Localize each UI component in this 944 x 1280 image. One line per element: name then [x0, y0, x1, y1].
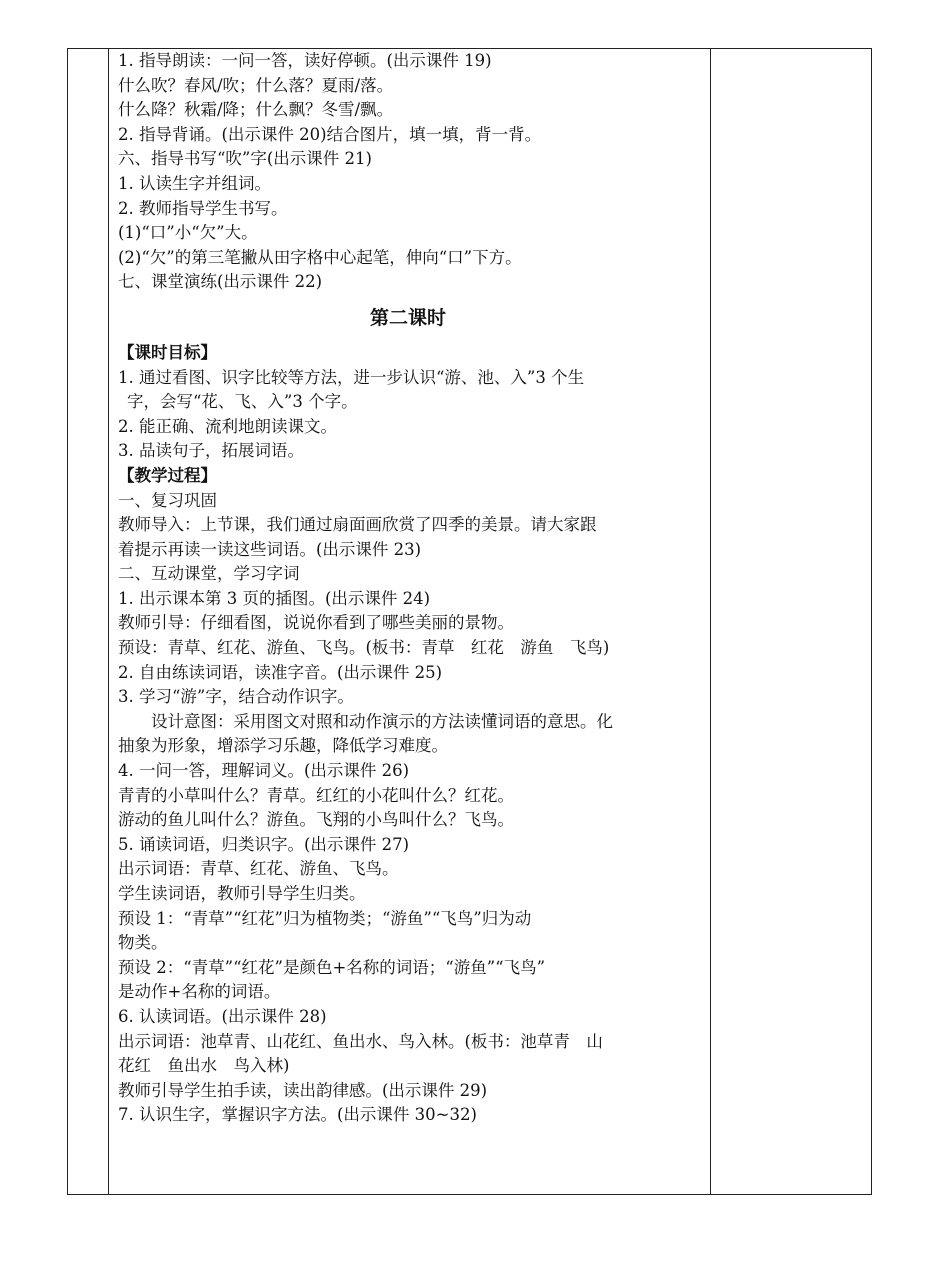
text-line: 预设：青草、红花、游鱼、飞鸟。(板书：青草 红花 游鱼 飞鸟) [118, 638, 610, 658]
text-line: 5. 诵读词语，归类识字。(出示课件 27) [118, 834, 410, 854]
text-line: (2)“欠”的第三笔撇从田字格中心起笔，伸向“口”下方。 [118, 247, 522, 267]
text-line-indented: 设计意图：采用图文对照和动作演示的方法读懂词语的意思。化 [151, 711, 613, 731]
lesson-content-cell [118, 49, 708, 1128]
text-line: 1. 指导朗读：一问一答，读好停顿。(出示课件 19) [118, 51, 492, 70]
text-line: (1)“口”小“欠”大。 [118, 223, 258, 243]
text-line: 教师引导：仔细看图，说说你看到了哪些美丽的景物。 [118, 613, 514, 633]
text-line: 1. 出示课本第 3 页的插图。(出示课件 24) [118, 588, 431, 608]
text-line: 青青的小草叫什么？青草。红红的小花叫什么？红花。 [118, 785, 514, 805]
text-line: 什么降？秋霜/降；什么飘？冬雪/飘。 [118, 100, 394, 120]
text-line: 游动的鱼儿叫什么？游鱼。飞翔的小鸟叫什么？飞鸟。 [118, 810, 514, 830]
text-line: 出示词语：池草青、山花红、鱼出水、鸟入林。(板书：池草青 山 [118, 1031, 603, 1051]
text-line: 预设 2：“青草”“红花”是颜色+名称的词语；“游鱼”“飞鸟” [118, 957, 546, 977]
text-line: 教师引导学生拍手读，读出韵律感。(出示课件 29) [118, 1080, 488, 1100]
table-column-divider-left [108, 49, 109, 1194]
section-label: 【教学过程】 [118, 465, 217, 485]
text-line: 抽象为形象，增添学习乐趣，降低学习难度。 [118, 736, 448, 756]
text-line: 2. 指导背诵。(出示课件 20)结合图片，填一填，背一背。 [118, 124, 542, 144]
text-line: 六、指导书写“吹”字(出示课件 21) [118, 149, 372, 169]
text-line: 2. 教师指导学生书写。 [118, 198, 288, 218]
table-column-divider-right [710, 49, 711, 1194]
text-line: 1. 通过看图、识字比较等方法，进一步认识“游、池、入”3 个生 [118, 367, 585, 387]
text-line: 1. 认读生字并组词。 [118, 173, 271, 193]
text-line: 预设 1：“青草”“红花”归为植物类；“游鱼”“飞鸟”归为动 [118, 908, 532, 928]
text-line: 出示词语：青草、红花、游鱼、飞鸟。 [118, 859, 399, 879]
text-line: 着提示再读一读这些词语。(出示课件 23) [118, 539, 422, 559]
text-line: 花红 鱼出水 鸟入林) [118, 1056, 290, 1076]
text-line: 3. 学习“游”字，结合动作识字。 [118, 687, 354, 707]
lesson-plan-table [67, 48, 872, 1195]
text-line: 2. 自由练读词语，读准字音。(出示课件 25) [118, 662, 443, 682]
text-line: 什么吹？春风/吹；什么落？夏雨/落。 [118, 75, 394, 95]
section-label: 【课时目标】 [118, 342, 217, 362]
text-line: 教师导入：上节课，我们通过扇面画欣赏了四季的美景。请大家跟 [118, 515, 597, 535]
text-line: 7. 认识生字，掌握识字方法。(出示课件 30~32) [118, 1105, 477, 1125]
text-line: 二、互动课堂，学习字词 [118, 564, 300, 584]
text-line: 3. 品读句子，拓展词语。 [118, 441, 304, 461]
text-line: 七、课堂演练(出示课件 22) [118, 272, 323, 292]
text-line: 学生读词语，教师引导学生归类。 [118, 884, 366, 903]
text-line: 一、复习巩固 [118, 490, 217, 510]
text-line: 是动作+名称的词语。 [118, 982, 281, 1002]
section-heading: 第二课时 [369, 306, 446, 329]
text-line: 物类。 [118, 933, 168, 953]
text-line-continued: 字，会写“花、飞、入”3 个字。 [127, 392, 358, 412]
text-line: 6. 认读词语。(出示课件 28) [118, 1006, 327, 1026]
text-line: 4. 一问一答，理解词义。(出示课件 26) [118, 761, 410, 781]
text-line: 2. 能正确、流利地朗读课文。 [118, 416, 337, 436]
